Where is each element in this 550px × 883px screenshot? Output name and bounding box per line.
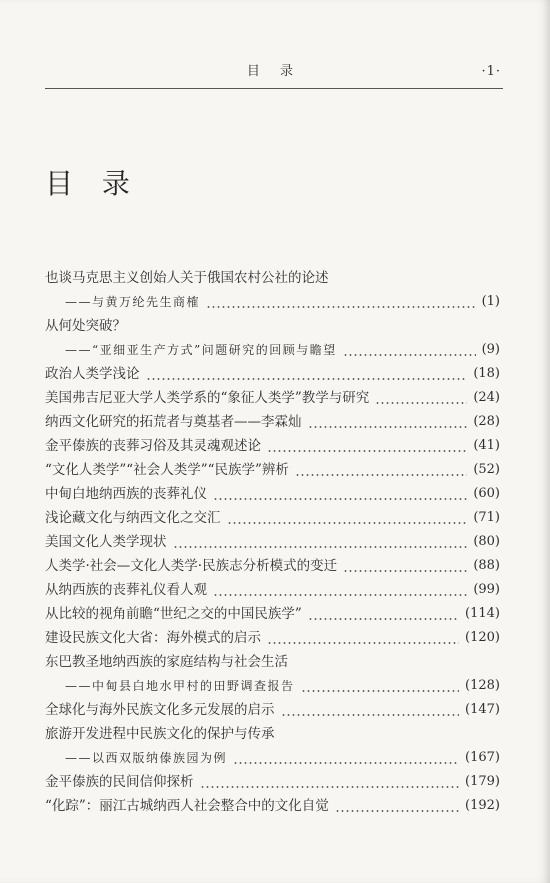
toc-entry	[45, 724, 500, 744]
toc-entry	[45, 316, 500, 336]
entry-page: (99)	[473, 582, 500, 597]
dot-leader	[267, 436, 467, 456]
entry-page: (88)	[473, 558, 500, 573]
entry-page: (114)	[465, 606, 500, 621]
entry-page: (52)	[473, 462, 500, 477]
entry-title: 人类学·社会—文化人类学·民族志分析模式的变迁	[45, 558, 338, 574]
entry-page: (167)	[465, 750, 500, 765]
dot-leader	[200, 772, 460, 792]
dot-leader	[281, 700, 460, 720]
entry-title: 旅游开发进程中民族文化的保护与传承	[45, 726, 275, 742]
entry-page: (120)	[465, 630, 500, 645]
dot-leader	[308, 412, 468, 432]
dot-leader	[335, 796, 459, 816]
entry-title: 浅论藏文化与纳西文化之交汇	[45, 510, 221, 526]
toc-entry	[45, 436, 500, 456]
running-header-page-number: ·1·	[481, 64, 501, 79]
entry-title: 东巴教圣地纳西族的家庭结构与社会生活	[45, 654, 288, 670]
entry-page: (24)	[473, 390, 500, 405]
toc-entry	[45, 388, 500, 408]
toc-entry	[45, 532, 500, 552]
toc-entry	[45, 604, 500, 624]
toc-entry	[45, 628, 500, 648]
entry-title: 从比较的视角前瞻“世纪之交的中国民族学”	[45, 606, 302, 622]
entry-title: 从何处突破？	[45, 318, 126, 334]
entry-page: (18)	[473, 366, 500, 381]
dot-leader	[213, 484, 467, 504]
dot-leader	[146, 364, 468, 384]
entry-page: (128)	[465, 678, 500, 693]
entry-title: 金平傣族的民间信仰探析	[45, 774, 194, 790]
entry-page: (192)	[465, 798, 500, 813]
entry-title: ——以西双版纳傣族园为例	[65, 751, 228, 765]
toc-entry	[45, 412, 500, 432]
toc-entry	[45, 268, 500, 288]
dot-leader	[206, 292, 476, 312]
toc-entry-subtitle	[65, 292, 500, 312]
entry-title: “化踪”：丽江古城纳西人社会整合中的文化自觉	[45, 798, 329, 814]
toc-entry	[45, 556, 500, 576]
entry-page: (1)	[481, 294, 500, 309]
dot-leader	[267, 628, 459, 648]
entry-title: ——与黄万纶先生商榷	[65, 295, 201, 309]
toc-entry	[45, 364, 500, 384]
running-header-title: 目 录	[246, 64, 302, 79]
entry-page: (41)	[473, 438, 500, 453]
toc-entry-subtitle	[65, 340, 500, 360]
entry-title: ——中甸县白地水甲村的田野调查报告	[65, 679, 295, 693]
entry-page: (60)	[473, 486, 500, 501]
entry-title: 美国文化人类学现状	[45, 534, 167, 550]
entry-title: 也谈马克思主义创始人关于俄国农村公社的论述	[45, 270, 329, 286]
entry-title: 建设民族文化大省：海外模式的启示	[45, 630, 261, 646]
toc-entry-subtitle	[65, 748, 500, 768]
dot-leader	[308, 604, 459, 624]
entry-page: (28)	[473, 414, 500, 429]
entry-title: 纳西文化研究的拓荒者与奠基者——李霖灿	[45, 414, 302, 430]
dot-leader	[301, 676, 460, 696]
entry-page: (9)	[481, 342, 500, 357]
dot-leader	[213, 580, 467, 600]
dot-leader	[295, 460, 467, 480]
running-header	[45, 60, 503, 84]
toc-entry	[45, 652, 500, 672]
toc-entry	[45, 508, 500, 528]
toc-entry	[45, 796, 500, 816]
toc-entry	[45, 580, 500, 600]
dot-leader	[173, 532, 468, 552]
toc-entry	[45, 772, 500, 792]
entry-title: 金平傣族的丧葬习俗及其灵魂观述论	[45, 438, 261, 454]
entry-page: (147)	[465, 702, 500, 717]
toc-entry	[45, 460, 500, 480]
page-title: 目 录	[45, 167, 140, 200]
entry-title: 全球化与海外民族文化多元发展的启示	[45, 702, 275, 718]
entry-title: 从纳西族的丧葬礼仪看人观	[45, 582, 207, 598]
entry-title: ——“亚细亚生产方式”问题研究的回顾与瞻望	[65, 343, 337, 357]
dot-leader	[343, 556, 467, 576]
entry-title: 美国弗吉尼亚大学人类学系的“象征人类学”教学与研究	[45, 390, 370, 406]
toc-entry	[45, 700, 500, 720]
entry-title: “文化人类学”“社会人类学”“民族学”辨析	[45, 462, 289, 478]
header-rule	[45, 88, 503, 89]
dot-leader	[343, 340, 476, 360]
entry-title: 政治人类学浅论	[45, 366, 140, 382]
entry-page: (71)	[473, 510, 500, 525]
entry-page: (80)	[473, 534, 500, 549]
toc-entry	[45, 484, 500, 504]
entry-title: 中甸白地纳西族的丧葬礼仪	[45, 486, 207, 502]
dot-leader	[375, 388, 467, 408]
entry-page: (179)	[465, 774, 500, 789]
dot-leader	[233, 748, 459, 768]
toc-entry-subtitle	[65, 676, 500, 696]
dot-leader	[227, 508, 468, 528]
